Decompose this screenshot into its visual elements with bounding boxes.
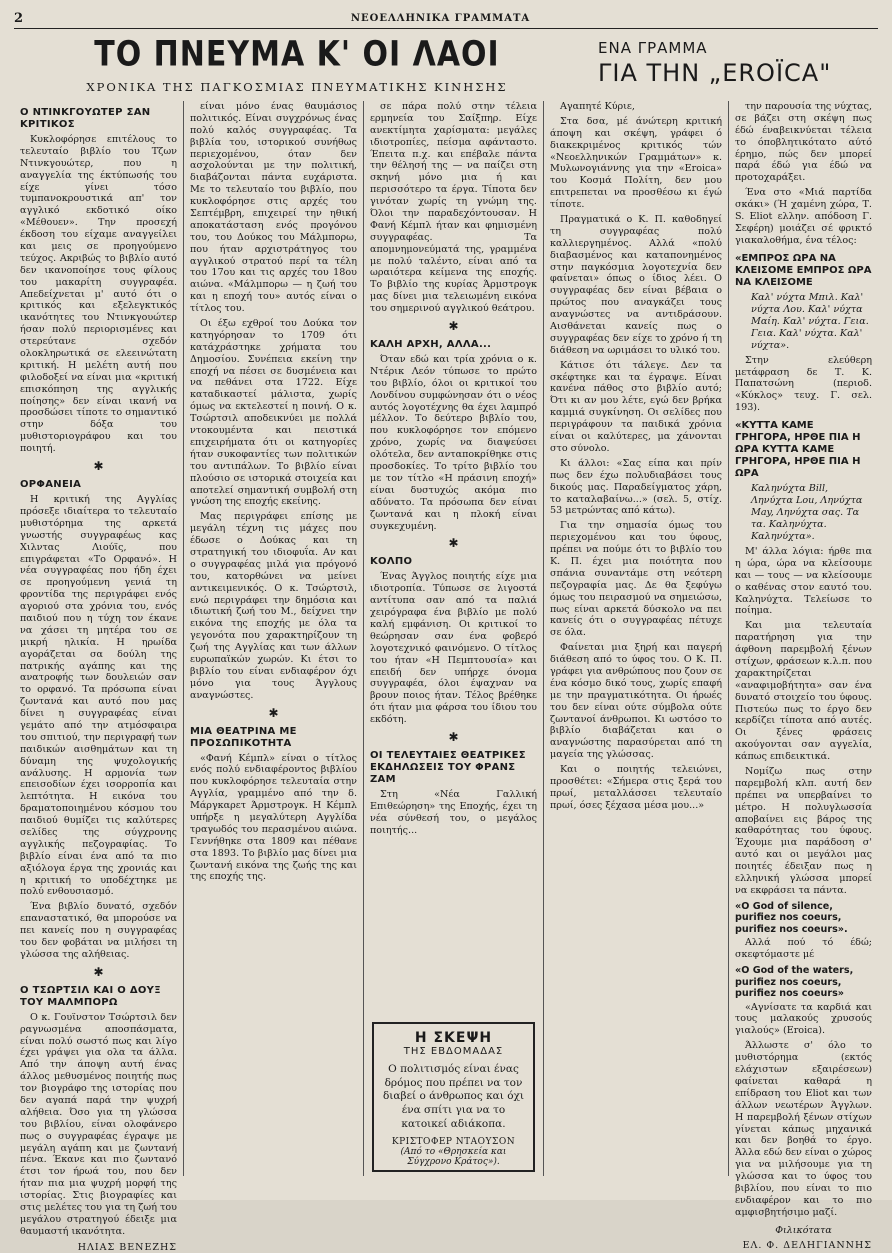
main-title: ΤΟ ΠΝΕΥΜΑ Κ' ΟΙ ΛΑΟΙ [94, 34, 500, 75]
star-divider: ✱ [268, 705, 279, 720]
box-source: (Από το «Θρησκεία και Σύγχρονο Κράτος»). [400, 1147, 507, 1168]
article-paragraph: Όταν εδώ και τρία χρόνια ο κ. Ντέρικ Λεόν τύπωσε το πρώτο του βιβλίο, όλοι οι κριτικοί του Λονδίνου συμφώνησαν ότι ο νέος αυτός λογοτέχνης θα έχει λαμπρό μέλλον. Το δεύτερο βιβλίο του, που κυκλοφόρησε τον επόμενο χρόνο, χωρίς να διαψεύσει ολότελα, δεν ανταποκρίθηκε στις προσδοκίες. Το τρίτο βιβλίο του με τον τίτλο «Η πράσινη εποχή» είναι δυστυχώς ακόμα πιο αδύνατο. Τα πρόσωπα δεν είναι ζωντανά και η πλοκή είναι συγκεχυμένη. [370, 354, 537, 532]
subtitle: ΧΡΟΝΙΚΑ ΤΗΣ ΠΑΓΚΟΣΜΙΑΣ ΠΝΕΥΜΑΤΙΚΗΣ ΚΙΝΗΣΗΣ [86, 80, 508, 94]
title-row [14, 29, 878, 101]
article-paragraph: σε πάρα πολύ στην τέλεια ερμηνεία του Σαίξπηρ. Είχε ανεκτίμητα χαρίσματα: μεγάλες ιδιοτροπίες, πείσμα αφάνταστο. Έπειτα π.χ. και επέβαλε πάντα την θέλησή της — να παίζει στη σκηνή μόνο μια ή και περισσότερο τα έργα. Τίποτα δεν γινόταν χωρίς τη γνώμη της. Όλοι την παραδεχόντουσαν. Η Φανή Κέμπλ ήταν και φημισμένη συγγραφέας. Τα απομνημονεύματά της, γραμμένα με πολύ ταλέντο, είναι από τα ωραιότερα κείμενα της εποχής. Το βιβλίο της κυρίας Άρμστρογκ μας δίνει μια τελειωμένη εικόνα του σημερινού αγγλικού θεάτρου. [370, 101, 537, 315]
article-paragraph: Στα δσα, μέ άνώτερη κριτική άποψη και σκέψη, γράφει ό διακεκριμένος κριτικός τών «Νεοελληνικών Γραμμάτων» κ. Μυλωνογιάννης για την «Eroica» του Κοσμά Πολίτη, δεν μου επιτρεπεται να προσθέσω κι έγώ τίποτε. [550, 115, 722, 211]
quoted-verse-heading: «ΚΥΤΤΑ ΚΑΜΕ ΓΡΗΓΟΡΑ, ΗΡΘΕ ΠΙΑ Η ΩΡΑ ΚΥΤΤΑ ΚΑΜΕ ΓΡΗΓΟΡΑ, ΗΡΘΕ ΠΙΑ Η ΩΡΑ [735, 420, 861, 480]
letter-title-big: ΓΙΑ ΤΗΝ „EROΪCA" [598, 59, 832, 87]
article-paragraph: «Φανή Κέμπλ» είναι ο τίτλος ενός πολύ ενδιαφέροντος βιβλίου που κυκλοφόρησε τελευταία στην Αγγλία, γραμμένο από την δ. Μάργκαρετ Άρμστρογκ. Η Κέμπλ υπήρξε η μεγαλύτερη Αγγλίδα τραγωδός του περασμένου αιώνα. Γεννήθηκε στα 1809 και πέθανε στα 1893. Το βιβλίο μας δίνει μια ζωντανή εικόνα της ζωής της και της εποχής της. [190, 752, 357, 883]
star-divider: ✱ [448, 536, 459, 551]
letter-closing: Φιλικότατα [775, 1224, 832, 1236]
article-paragraph: Κι άλλοι: «Σας είπα και πρίν πως δεν έχω πολυδιαβάσει τους δικούς μας. Παραδείγματος χάρη, το καταλαβαίνω...» (σελ. 5, στίχ. 53 μετρώντας από κάτω). [550, 457, 722, 517]
quoted-verse: Καληνύχτα Bill, Ληνύχτα Lou, Ληνύχτα May, Ληνύχτα σας. Τα τα. Καληνύχτα. Καληνύχτα». [751, 483, 863, 542]
article-paragraph: Η κριτική της Αγγλίας πρόσεξε ιδιαίτερα το τελευταίο μυθιστόρημα της αρκετά γνωστής συγγραφέως κας Χιλντας Λιούϊς, που επιγράφεται «Το Ορφανό». Η νέα συγγραφέας που ήδη έχει σε προηγούμενη γενιά τη φροντίδα της περιγράφει ενός αγοριού στα χρόνια του, ενός παιδιού που η τύχη τον έκανε να χάσει τη μητέρα του σε μικρή ηλικία. Η ηρωίδα αγοράζεται σα δούλη της πατρικής αγάπης και της ανατροφής των δουλειών σαν το ορφανό. Τα πρόσωπα είναι ζωντανά και αυτό που μας δίνει η συγγραφέας είναι γεμάτο από την ατμόσφαιρα του σπιτιού, την περιγραφή των παιδικών αισθημάτων και τη δύναμη της ψυχολογικής ανάλυσης. Η αρμονία των επεισοδίων έχει ισορροπία και λεπτότητα. Η εικόνα του δραματοποιημένου κόσμου του παιδιού θυμίζει τις καλύτερες σελίδες της σύγχρονης αγγλικής πεζογραφίας. Το βιβλίο είναι ένα από τα πιο αξιόλογα έργα της χρονιάς και η κριτική το υποδέχτηκε με πολύ ενθουσιασμό. [20, 494, 177, 898]
article-heading: ΚΟΛΠΟ [370, 556, 413, 568]
star-divider: ✱ [93, 964, 104, 979]
english-quote: «O God of silence, purifiez nos coeurs, purifiez nos coeurs». [735, 900, 848, 935]
article-heading: Ο ΝΤΙΝΚΓΟΥΩΤΕΡ ΣΑΝ ΚΡΙΤΙΚΟΣ [20, 107, 151, 130]
article-paragraph: Στην ελεύθερη μετάφραση δε Τ. Κ. Παπατσώνη (περιοδ. «Κύκλος» τευχ. Γ. σελ. 193). [735, 354, 872, 414]
article-paragraph: Πραγματικά ο Κ. Π. καθοδηγεί τη συγγραφέας πολύ καλλιεργημένος. Αλλά «πολύ διαβασμένος και καταπονημένος στην παγκόσμια λογοτεχνία δεν φαίνεται» όπως ο ίδιος λέει. Ο συγγραφέας δεν είναι βέβαια ο πρώτος που αναγκάζει τους αναγνώστες να αντιδράσουν. Αισθάνεται κανείς πως ο συγγραφέας δεν είχε το χρόνο ή τη διάθεση να ωριμάσει το υλικό του. [550, 214, 722, 356]
column-3 [364, 101, 544, 1176]
article-paragraph: Κυκλοφόρησε επιτέλους το τελευταίο βιβλίο του Τζων Ντινκγουώτερ, που η αναγγελία της έκτύπωσής του είχε γίνει τόσο τυμπανοκρουστικά απ' τον αγγλικό εκδοτικό οίκο «Μέθουεν». Την προσεχή έκδοση του είχαμε αναγγείλει και μεις σε προηγούμενο τεύχος. Ακριβώς το βιβλίο αυτό δεν ικανοποίησε τους φίλους του μακαρίτη συγγραφέα. Απεδείχνεται μ' αυτό ότι ο κριτικός και εξελεγκτικός ικανότητες του Ντινκγουώτερ ήσαν πολύ περιορισμένες και στερεύτανε σχεδόν ολοκληρωτικά σε ελεεινώτατη κριτική. Η μελέτη αυτή που φιλοδοξεί να είναι μια «κριτική επισκόπηση της αγγλικής ποίησης» δεν είναι ικανή να προσδώσει τίποτε το σημαντικό στην δόξα του μυθιστοριογράφου και του ποιητή. [20, 134, 177, 455]
article-paragraph: Αλλά πού τό έδώ; σκεφτόμαστε μέ [735, 937, 872, 961]
box-title: Η ΣΚΕΨΗ [414, 1030, 493, 1046]
article-paragraph: Φαίνεται μια ξηρή και παγερή διάθεση από το ύφος του. Ο Κ. Π. γράφει για ανθρώπους που ζουν σε ένα κόσμο δικό τους, χωρίς επαφή με την πραγματικότητα. Οι ήρωές του δεν είναι ούτε σύμβολα ούτε ζωντανοί άνθρωποι. Κι ωστόσο το βιβλίο διαβάζεται και ο αναγνώστης παρασύρεται από τη μαγεία της γλώσσας. [550, 642, 722, 761]
letter-salutation: Αγαπητέ Κύριε, [560, 101, 635, 112]
author-signature: ΗΛΙΑΣ ΒΕΝΕΖΗΣ [77, 1241, 177, 1253]
article-paragraph: Και ο ποιητής τελειώνει, προσθέτει: «Σήμερα στις ξερά του πρωί, μεταλλάσσει τελευταίο πρωί, όσες ξέχασα μέσα μου...» [550, 764, 722, 811]
box-subtitle: ΤΗΣ ΕΒΔΟΜΑΔΑΣ [403, 1046, 504, 1057]
box-author: ΚΡΙΣΤΟΦΕΡ ΝΤΑΟΥΣΟΝ [391, 1137, 516, 1148]
box-quote: Ο πολιτισμός είναι ένας δρόμος που πρέπει να τον διαβεί ο άνθρωπος και όχι ένα σπίτι για να το κατοικεί αδιάκοπα. [382, 1063, 525, 1130]
column-4 [544, 101, 729, 1176]
article-paragraph: «Αγνίσατε τα καρδιά και τους μαλακούς χρυσούς γιαλούς» (Eroica). [735, 1001, 872, 1037]
main-title-block [14, 29, 580, 101]
article-paragraph: Μ' άλλα λόγια: ήρθε πια η ώρα, ώρα να κλείσουμε και — τους — να κλείσουμε ο καθένας στον εαυτό του. Καληνύχτα. Τελείωσε το ποίημα. [735, 545, 872, 617]
letter-title-block [580, 29, 878, 101]
article-paragraph: Για την σημασία όμως του περιεχομένου και του ύφους, πρέπει να πούμε ότι το βιβλίο του Κ. Π. έχει μια ποιότητα που σπάνια συναντάμε στη νεότερη πεζογραφία μας. Δε θα ξεφύγω όμως του πειρασμού να σημειώσω, πως είναι αρκετά δύσκολο να πει κανείς ότι ο συγγραφέας πέτυχε σε όλα. [550, 520, 722, 639]
masthead: ΝΕΟΕΛΛΗΝΙΚΑ ΓΡΑΜΜΑΤΑ [350, 12, 531, 24]
column-5 [729, 101, 878, 1251]
star-divider: ✱ [448, 319, 459, 334]
article-paragraph: Στη «Νέα Γαλλική Επιθεώρηση» της Εποχής, έχει τη νέα σύνθεσή του, ο μεγάλος ποιητής... [370, 788, 537, 836]
thought-of-the-week-box [372, 1022, 535, 1172]
article-heading: ΜΙΑ ΘΕΑΤΡΙΝΑ ΜΕ ΠΡΟΣΩΠΙΚΟΤΗΤΑ [190, 725, 297, 749]
article-paragraph: Ένα στο «Μιά παρτίδα σκάκι» (Ή χαμένη χώρα, Τ. S. Eliot ελλην. απόδοση Γ. Σεφέρη) μοιάζει σέ φρικτό γιακαλοθήμα, ένα τέλος: [735, 187, 872, 246]
letter-title-small: ΕΝΑ ΓΡΑΜΜΑ [598, 39, 708, 57]
quoted-verse-heading: «ΕΜΠΡΟΣ ΩΡΑ ΝΑ ΚΛΕΙΣΟΜΕ ΕΜΠΡΟΣ ΩΡΑ ΝΑ ΚΛΕΙΣΟΜΕ [735, 252, 872, 288]
quoted-verse: Καλ' νύχτα Μπιλ. Καλ' νύχτα Λου. Καλ' νύχτα Μαίη. Καλ' νύχτα. Γεια. Γεια. Καλ' νύχτα. Καλ' νύχτα». [751, 291, 869, 351]
article-heading: Ο ΤΣΩΡΤΣΙΛ ΚΑΙ Ο ΔΟΥΞ ΤΟΥ ΜΑΛΜΠΟΡΩ [20, 984, 161, 1008]
column-1 [14, 101, 184, 1253]
star-divider: ✱ [448, 729, 459, 744]
article-paragraph: Μας περιγράφει επίσης με μεγάλη τέχνη τις μάχες που έδωσε ο Δούκας και τη στρατηγική του ιδιοφυΐα. Αν και ο συγγραφέας μιλά για πρόγονό του, κατορθώνει να μείνει αντικειμενικός. Ο κ. Τσώρτσιλ, ενώ περιγράφει την δημόσια και ιδιωτική ζωή του Μ., δείχνει την εικόνα της εποχής με όλα τα γεγονότα που χαρακτηρίζουν τη ζωή της Αγγλίας και των άλλων ευρωπαϊκών χωρών. Κι έτσι το βιβλίο του είναι ενδιαφέρον όχι μόνο για τους Άγγλους αναγνώστες. [190, 511, 357, 701]
english-quote: «O God of the waters, purifiez nos coeurs, purifiez nos coeurs» [735, 965, 854, 1000]
page-number: 2 [14, 10, 24, 26]
article-heading: ΟΡΦΑΝΕΙΑ [20, 479, 82, 491]
column-3-text [370, 101, 537, 1016]
article-paragraph: Νομίζω πως στην παρεμβολή κλπ. αυτή δεν πρέπει να υπερβαίνει το μέτρο. Η πολυγλωσσία αποβαίνει εις βάρος της καθαρότητας του ύφους. Έχουμε μια παράδοση σ' αυτό και οι μεγάλοι μας ποιητές έδειξαν πως η ελληνική γλώσσα μπορεί να εκφράσει τα πάντα. [735, 766, 872, 896]
article-heading: ΚΑΛΗ ΑΡΧΗ, ΑΛΛΑ... [370, 339, 492, 351]
author-signature: ΕΛ. Φ. ΔΕΛΗΓΙΑΝΝΗΣ [742, 1239, 872, 1251]
article-paragraph: Και μια τελευταία παρατήρηση για την άφθονη παρεμβολή ξένων στίχων, φράσεων κ.λ.π. που χαρακτηρίζεται «αναφιμοβήτητα» σαν ένα δυνατό στοιχείο του ύφους. Πιστεύω πως το έργο δεν κερδίζει τίποτα από αυτές. Οι ξένες φράσεις ακούγονται σαν αγγελία, κάπως επιδεικτικά. [735, 620, 872, 763]
article-paragraph: Ένα βιβλίο δυνατό, σχεδόν επαναστατικό, θα μπορούσε να πει κανείς που η συγγραφέας του δεν φοβάται να μιλήσει τη γλώσσα της αλήθειας. [20, 901, 177, 960]
article-paragraph: Ο κ. Γουϊνστον Τσώρτσιλ δεν ραγνωσμένα αποσπάσματα, είναι πολύ σωστό πως και λίγο έχει γράψει για ολα τα άλλα. Από την άποψη αυτή ένας άλλος μεθυσμένος ποιητής πως τον βιογράφο της ιστορίας που δεν αγαπά παρά την ψυχρή αλήθεια. Όσο για τη γλώσσα του βιβλίου, είναι ολοφάνερο πως ο συγγραφέας έγραψε με μεγάλη αγάπη και με ζωντανή πένα. Έκανε και πιο ζωντανό έτσι τον ήρωά του, που δεν ήταν πια μια ψυχρή μορφή της ιστορίας. Στις βιογραφίες και στις μελέτες του για τη ζωή του μεγάλου στρατηγού έδειξε μια θαυμαστή ικανότητα. [20, 1011, 177, 1237]
star-divider: ✱ [93, 459, 104, 474]
article-paragraph: Άλλωστε σ' όλο το μυθιστόρημα (εκτός ελάχιστων εξαιρέσεων) φαίνεται καθαρά η επίδραση του Eliot και των άλλων νεωτέρων Άγγλων. Η παρεμβολή ξένων στίχων γίνεται κάπως μηχανικά και δεν βοηθά το έργο. Άλλα εδώ δεν είναι ο χώρος για να μιλήσουμε για τη γλώσσα και το ύφος του βιβλίου, που είναι το πιο ενδιαφέρον και το πιο αμφισβητήσιμο μαζί. [735, 1040, 872, 1218]
column-2 [184, 101, 364, 1176]
article-paragraph: Ένας Άγγλος ποιητής είχε μια ιδιοτροπία. Τύπωσε σε λιγοστά αντίτυπα σαν από τα παλιά χειρόγραφα ένα βιβλίο με πολύ καλή εμφάνιση. Οι κριτικοί το θεώρησαν σαν ένα φοβερό λογοτεχνικό φαινόμενο. Ο τίτλος του ήταν «Η Πεμπτουσία» και επειδή δεν υπήρχε όνομα συγγραφέα, όλοι έψαχναν να βρουν ποιος ήταν. Τέλος βρέθηκε ότι ήταν μια φάρσα του ίδιου του εκδότη. [370, 571, 537, 726]
article-heading: ΟΙ ΤΕΛΕΥΤΑΙΕΣ ΘΕΑΤΡΙΚΕΣ ΕΚΔΗΛΩΣΕΙΣ ΤΟΥ ΦΡΑΝΣ ΖΑΜ [370, 749, 526, 785]
article-paragraph: Οι έξω εχθροί του Δούκα τον κατηγόρησαν το 1709 ότι κατάχράστηκε χρήματα του Δημοσίου. Συνέπεια εκείνη την εποχή να πέσει σε δυσμένεια και να πεθάνει στα 1722. Είχε καταδικαστεί μάλιστα, χωρίς όμως να εκτελεστεί η ποινή. Ο κ. Τσώρτσιλ αποδεικνύει με πολλά ντοκουμέντα και πειστικά επιχειρήματα ότι οι κατηγορίες ήταν συκοφαντίες των πολιτικών του αντιπάλων. Το βιβλίο είναι πλούσιο σε ιστορικά στοιχεία και αποτελεί σημαντική συμβολή στη γνώση της εποχής εκείνης. [190, 318, 357, 508]
page-header [14, 8, 878, 29]
article-paragraph: είναι μόνο ένας θαυμάσιος πολιτικός. Είναι συγχρόνως ένας πολύ καλός συγγραφέας. Τα βιβλία του, ιστορικού συνήθως περιεχομένου, όταν δεν ασχολούνται με την πολιτική, διαβάζονται πάντα ευχάριστα. Με το τελευταίο του βιβλίο, που κυκλοφόρησε στις αρχές του Σεπτέμβρη, επιχειρεί την ηθική αποκατάσταση ενός προγόνου του, του Δούκος του Μάλμπορω, που ήταν αρχιστράτηγος του αγγλικού στρατού περί τα τέλη του 17ου και τις αρχές του 18ου αιώνα. «Μάλμπορω — η ζωή του και η εποχή του» αυτός είναι ο τίτλος του. [190, 101, 357, 315]
article-paragraph: την παρουσία της νύχτας, σε βάζει στη σκέψη πως έδώ έναβεικνύεται τέλεια το όποβλητικότατο αύτό έρημο, πώς δεν μπορεί παρά έδώ για έδώ να προτοχαράξει. [735, 101, 872, 184]
article-paragraph: Κάτισε ότι τάλεγε. Δεν τα σκέφτηκε και τα έγραψε. Είναι κανένα πάθος στο βιβλίο αυτό; Ότι κι αν μου λέτε, εγώ δεν βρήκα καμμιά συγκίνηση. Οι σελίδες που περιγράφουν τα παιδικά χρόνια είναι οι καλύτερες, μα χάνονται στο σύνολο. [550, 359, 722, 454]
article-columns [14, 101, 878, 1253]
